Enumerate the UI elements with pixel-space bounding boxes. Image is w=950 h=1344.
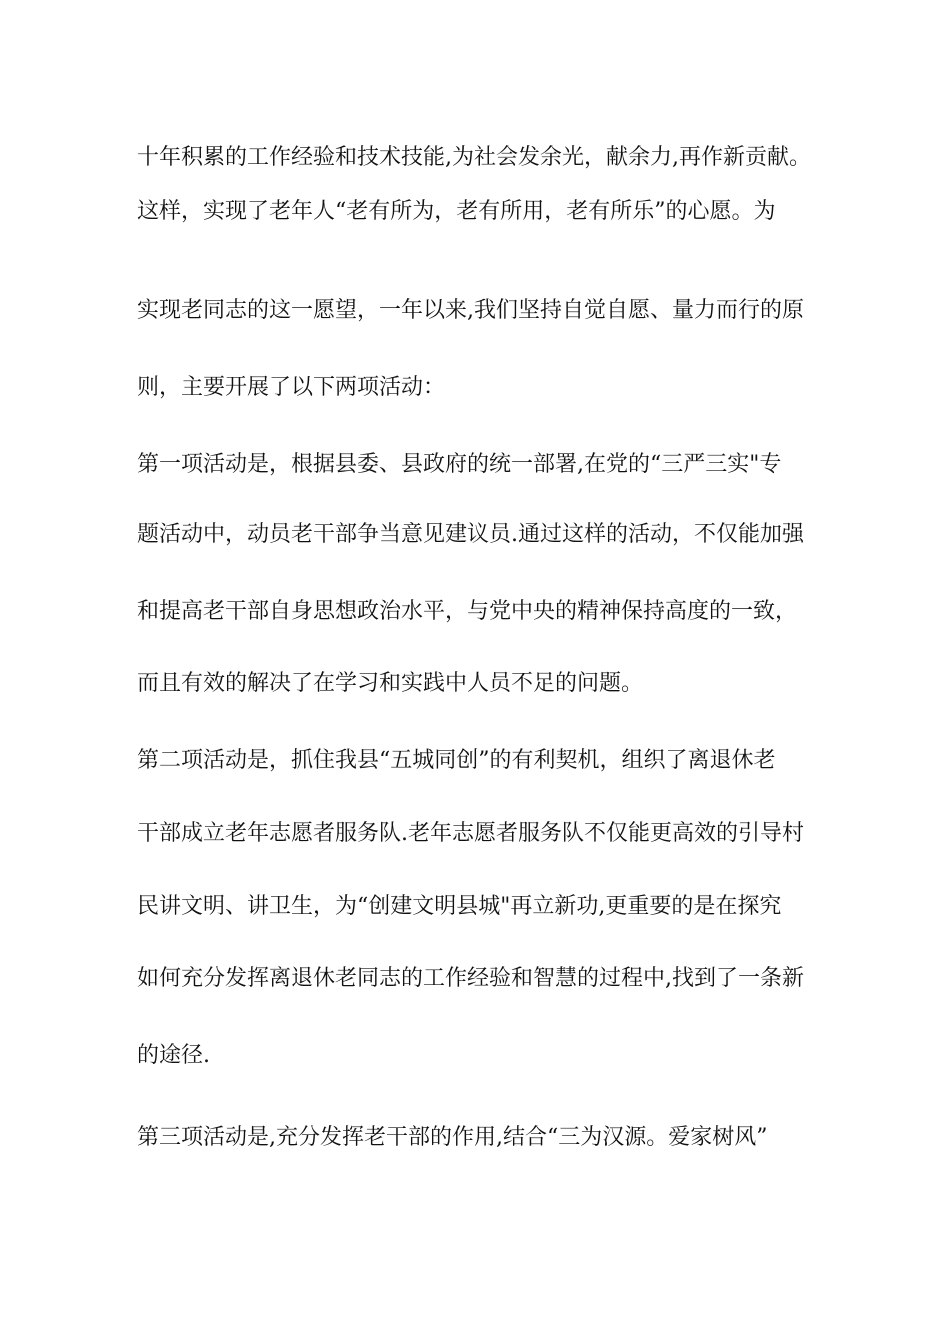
text-line-2: 这样，实现了老年人“老有所为，老有所用，老有所乐”的心愿。为: [137, 199, 776, 224]
text-line-6: 题活动中，动员老干部争当意见建议员.通过这样的活动，不仅能加强: [137, 522, 804, 547]
text-line-13: 的途径.: [137, 1043, 210, 1068]
text-line-1: 十年积累的工作经验和技术技能,为社会发余光，献余力,再作新贡献。: [137, 145, 811, 170]
text-line-11: 民讲文明、讲卫生，为“创建文明县城"再立新功,更重要的是在探究: [137, 894, 782, 919]
text-line-7: 和提高老干部自身思想政治水平，与党中央的精神保持高度的一致，: [137, 599, 798, 624]
text-line-12: 如何充分发挥离退休老同志的工作经验和智慧的过程中,找到了一条新: [137, 966, 804, 991]
text-line-14: 第三项活动是,充分发挥老干部的作用,结合“三为汉源。爱家树风”: [137, 1125, 768, 1150]
text-line-5: 第一项活动是，根据县委、县政府的统一部署,在党的“三严三实"专: [137, 452, 782, 477]
text-line-9: 第二项活动是，抓住我县“五城同创”的有利契机，组织了离退休老: [137, 748, 776, 773]
text-line-4: 则，主要开展了以下两项活动：: [137, 375, 446, 400]
text-line-10: 干部成立老年志愿者服务队.老年志愿者服务队不仅能更高效的引导村: [137, 821, 804, 846]
text-line-3: 实现老同志的这一愿望，一年以来,我们坚持自觉自愿、量力而行的原: [137, 298, 804, 323]
text-line-8: 而且有效的解决了在学习和实践中人员不足的问题。: [137, 671, 644, 696]
